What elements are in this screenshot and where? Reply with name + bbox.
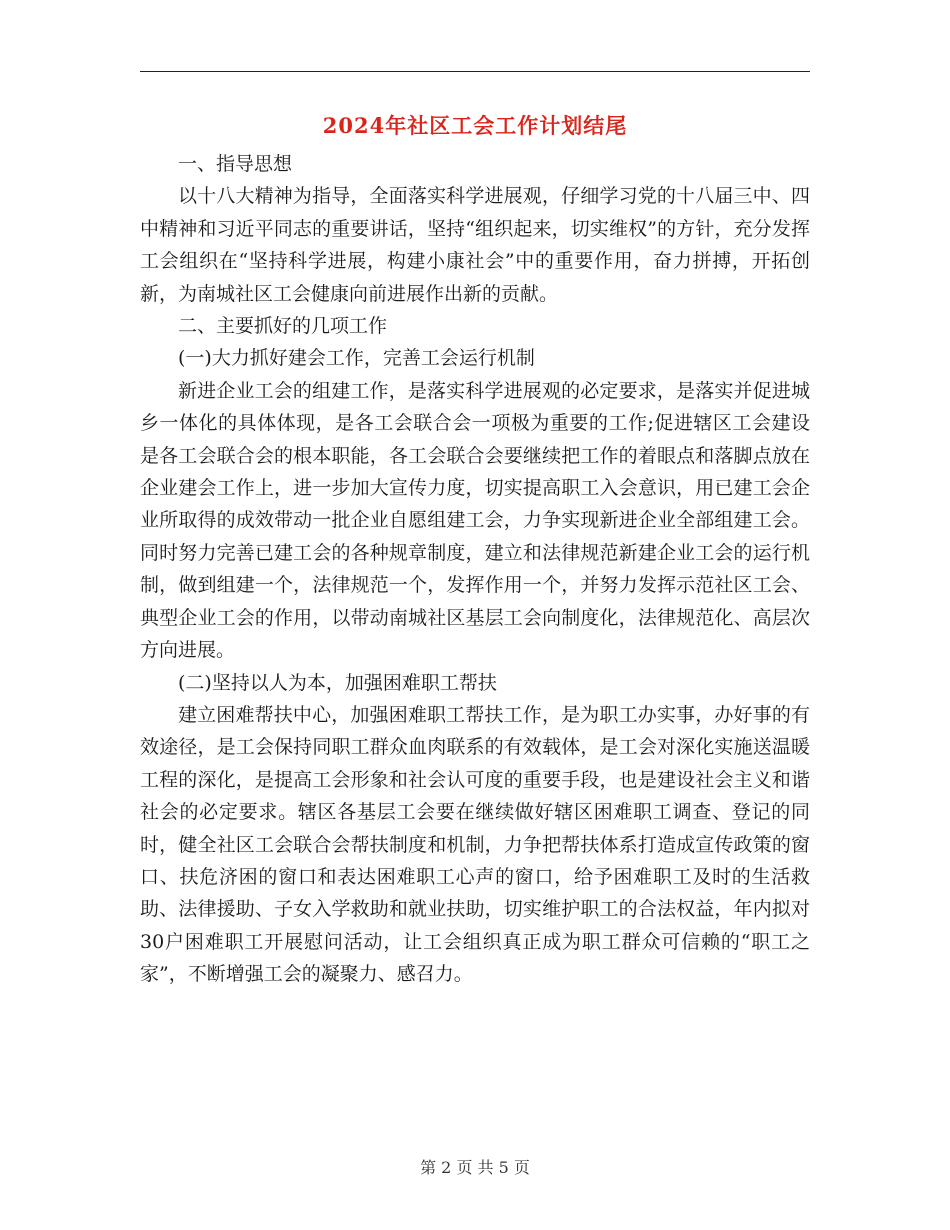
body-paragraph: 新进企业工会的组建工作，是落实科学进展观的必定要求，是落实并促进城乡一体化的具体体现，是各工会联合会一项极为重要的工作;促进辖区工会建设是各工会联合会的根本职能，各工会联合会要继续把工作的着眼点和落脚点放在企业建会工作上，进一步加大宣传力度，切实提高职工入会意识，用已建工会企业所取得的成效带动一批企业自愿组建工会，力争实现新进企业全部组建工会。同时努力完善已建工会的各种规章制度，建立和法律规范新建企业工会的运行机制，做到组建一个，法律规范一个，发挥作用一个，并努力发挥示范社区工会、典型企业工会的作用，以带动南城社区基层工会向制度化，法律规范化、高层次方向进展。: [140, 379, 810, 662]
header-rule: [140, 71, 810, 72]
document-title: 2024年社区工会工作计划结尾: [322, 113, 628, 138]
subsection-heading: (二)坚持以人为本，加强困难职工帮扶: [178, 671, 497, 694]
section-heading: 二、主要抓好的几项工作: [178, 315, 388, 338]
body-paragraph: 以十八大精神为指导，全面落实科学进展观，仔细学习党的十八届三中、四中精神和习近平同志的重要讲话，坚持“组织起来，切实维权”的方针，充分发挥工会组织在“坚持科学进展，构建小康社会”中的重要作用，奋力拼搏，开拓创新，为南城社区工会健康向前进展作出新的贡献。: [140, 185, 810, 305]
subsection-heading: (一)大力抓好建会工作，完善工会运行机制: [178, 347, 535, 370]
body-paragraph: 建立困难帮扶中心，加强困难职工帮扶工作，是为职工办实事，办好事的有效途径，是工会保持同职工群众血肉联系的有效载体，是工会对深化实施送温暖工程的深化，是提高工会形象和社会认可度的重要手段，也是建设社会主义和谐社会的必定要求。辖区各基层工会要在继续做好辖区困难职工调查、登记的同时，健全社区工会联合会帮扶制度和机制，力争把帮扶体系打造成宣传政策的窗口、扶危济困的窗口和表达困难职工心声的窗口，给予困难职工及时的生活救助、法律援助、子女入学救助和就业扶助，切实维护职工的合法权益，年内拟对30户困难职工开展慰问活动，让工会组织真正成为职工群众可信赖的“职工之家”，不断增强工会的凝聚力、感召力。: [140, 703, 810, 986]
document-body: [140, 148, 810, 991]
section-heading: 一、指导思想: [178, 153, 293, 175]
page-number: 第 2 页 共 5 页: [420, 1158, 530, 1177]
